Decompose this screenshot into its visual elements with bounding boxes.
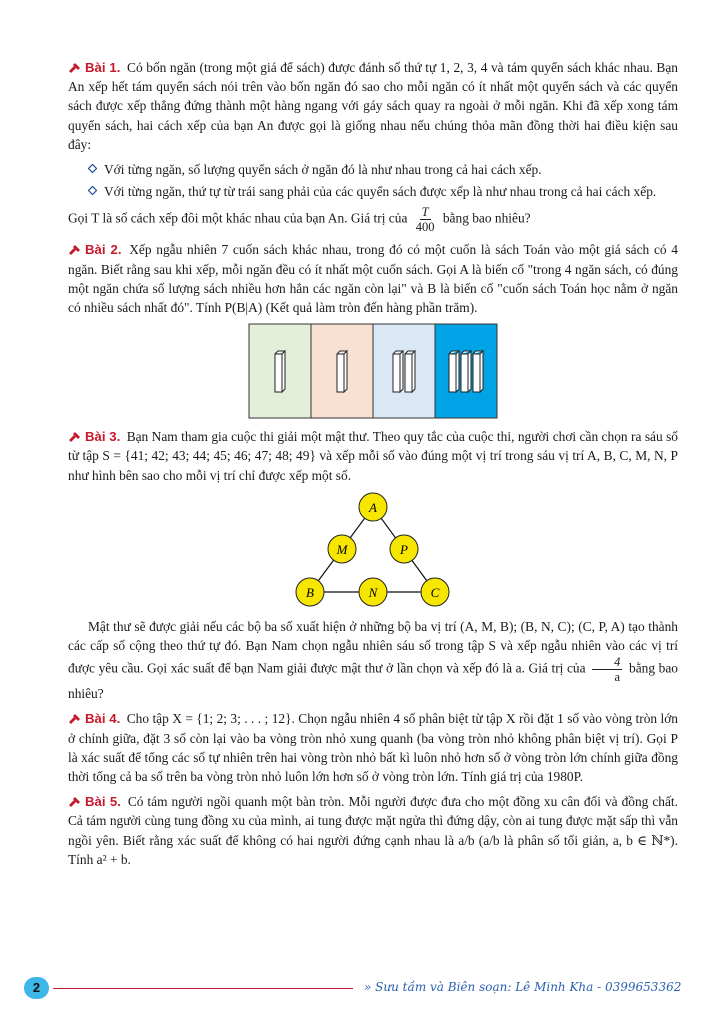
book xyxy=(449,351,459,392)
position-node-a xyxy=(359,493,387,521)
problem-4-text: Cho tập X = {1; 2; 3; . . . ; 12}. Chọn ngẫu nhiên 4 số phân biệt từ tập X rồi đặt 1 số vào vòng tròn lớn ở chính giữa, đặt 3 số còn lại vào ba vòng tròn nhỏ xung quanh (ba vòng tròn nhỏ không phân biệt vị trí). Gọi P là xác suất để tổng các số tự nhiên trên hai vòng tròn nhỏ bất kì luôn nhỏ hơn số ở vòng tròn lớn chính giữa đồng thời tổng cả ba số trên ba vòng tròn nhỏ luôn lớn hơn số ở vòng tròn lớn. Tính giá trị của 1980P. xyxy=(68,711,679,785)
problem-5-label: Bài 5. xyxy=(85,794,121,810)
svg-text:B: B xyxy=(306,584,314,600)
fraction: $\frac{T}{400}$ xyxy=(415,205,435,235)
shelf-compartment xyxy=(373,324,435,418)
page-number: 2 xyxy=(24,977,49,999)
problem-3-text: Bạn Nam tham gia cuộc thi giải một mật thư. Theo quy tắc của cuộc thi, người chơi cần chọn ra sáu số từ tập S = {41; 42; 43; 44; 45; 46; 47; 48; 49} và xếp mỗi số vào đúng một vị trí trong sáu vị trí A, B, C, M, N, P như hình bên sao cho mỗi vị trí chỉ được xếp một số. xyxy=(68,429,678,483)
problem-3-label: Bài 3. xyxy=(85,429,121,445)
book xyxy=(461,351,471,392)
problem-2 xyxy=(68,240,678,317)
svg-text:N: N xyxy=(368,584,378,600)
book xyxy=(405,351,415,392)
pencil-scissors-icon xyxy=(68,62,81,73)
svg-text:A: A xyxy=(369,499,377,515)
problem-3 xyxy=(68,427,678,485)
pencil-scissors-icon xyxy=(68,244,81,255)
triangle-positions-figure xyxy=(293,491,453,609)
diamond-bullet-icon xyxy=(88,186,97,195)
position-node-n xyxy=(359,578,387,606)
book xyxy=(393,351,403,392)
problem-4 xyxy=(68,709,678,786)
fraction: $\frac{4}{a}$ xyxy=(592,655,622,684)
svg-text:P: P xyxy=(400,541,408,557)
book xyxy=(473,351,483,392)
footer-credit: » Sưu tầm và Biên soạn: Lê Minh Kha - 0399653362 xyxy=(364,980,682,994)
position-node-p xyxy=(390,535,418,563)
position-node-c xyxy=(421,578,449,606)
position-node-b xyxy=(296,578,324,606)
problem-1-question: Gọi T là số cách xếp đôi một khác nhau của bạn An. Giá trị của $\frac{T}{400}$ bằng bao nhiêu? xyxy=(68,205,531,235)
problem-1 xyxy=(68,58,678,154)
problem-5 xyxy=(68,792,678,869)
list-item: Với từng ngăn, thứ tự từ trái sang phải của các quyển sách được xếp là như nhau trong cả hai cách xếp. xyxy=(88,182,678,201)
problem-1-options xyxy=(68,160,678,201)
diamond-bullet-icon xyxy=(88,164,97,173)
book xyxy=(275,351,285,392)
page-content xyxy=(68,58,678,875)
list-item: Với từng ngăn, số lượng quyển sách ở ngăn đó là như nhau trong cả hai cách xếp. xyxy=(88,160,678,179)
pencil-scissors-icon xyxy=(68,796,81,807)
footer-divider xyxy=(53,988,353,989)
position-node-m xyxy=(328,535,356,563)
problem-1-text: Có bốn ngăn (trong một giá để sách) được đánh số thứ tự 1, 2, 3, 4 và tám quyển sách khác nhau. Bạn An xếp hết tám quyển sách nói trên vào bốn ngăn đó sao cho mỗi ngăn có ít nhất một quyển sách và các quyển sách được xếp thẳng đứng thành một hàng ngang với gáy sách quay ra ngoài ở mỗi ngăn. Khi đã xếp xong tám quyển sách, hai cách xếp của bạn An được gọi là giống nhau nếu chúng thỏa mãn đồng thời hai điều kiện sau đây: xyxy=(68,60,678,152)
problem-3-continued: Mật thư sẽ được giải nếu các bộ ba số xuất hiện ở những bộ ba vị trí (A, M, B); (B, N, C); (C, P, A) tạo thành các cấp số cộng theo thứ tự đó. Bạn Nam chọn ngẫu nhiên sáu số trong tập S và xếp ngẫu nhiên vào các vị trí được yêu cầu. Gọi xác suất để bạn Nam giải được mật thư ở lần chọn và xếp đó là a. Giá trị của $\frac{4}{a}$ bằng bao nhiêu? xyxy=(68,618,678,702)
svg-text:M: M xyxy=(336,541,348,557)
pencil-scissors-icon xyxy=(68,713,81,724)
problem-4-label: Bài 4. xyxy=(85,711,121,727)
problem-5-text: Có tám người ngồi quanh một bàn tròn. Mỗi người được đưa cho một đồng xu cân đối và đồng chất. Cả tám người cùng tung đồng xu của mình, ai tung được mặt ngửa thì đứng dậy, còn ai tung được mặt sấp thì vẫn ngồi yên. Biết rằng xác suất để không có hai người đứng cạnh nhau là a/b (a/b là phân số tối giản, a, b ∈ ℕ*). Tính a² + b. xyxy=(68,794,678,867)
problem-2-label: Bài 2. xyxy=(85,242,122,258)
bookshelf-figure xyxy=(248,323,498,419)
problem-2-text: Xếp ngẫu nhiên 7 cuốn sách khác nhau, trong đó có một cuốn là sách Toán vào một giá sách có 4 ngăn. Biết rằng sau khi xếp, mỗi ngăn đều có ít nhất một cuốn sách. Gọi A là biến cố "trong 4 ngăn sách, có đúng một ngăn chứa số lượng sách nhiều hơn hẳn các ngăn còn lại" và B là biến cố "cuốn sách Toán học nằm ở ngăn có nhiều sách nhất đó". Tính P(B|A) (Kết quả làm tròn đến hàng phần trăm). xyxy=(68,242,678,316)
problem-1-label: Bài 1. xyxy=(85,60,121,75)
svg-text:C: C xyxy=(430,584,440,600)
book xyxy=(337,351,347,392)
pencil-scissors-icon xyxy=(68,431,81,442)
